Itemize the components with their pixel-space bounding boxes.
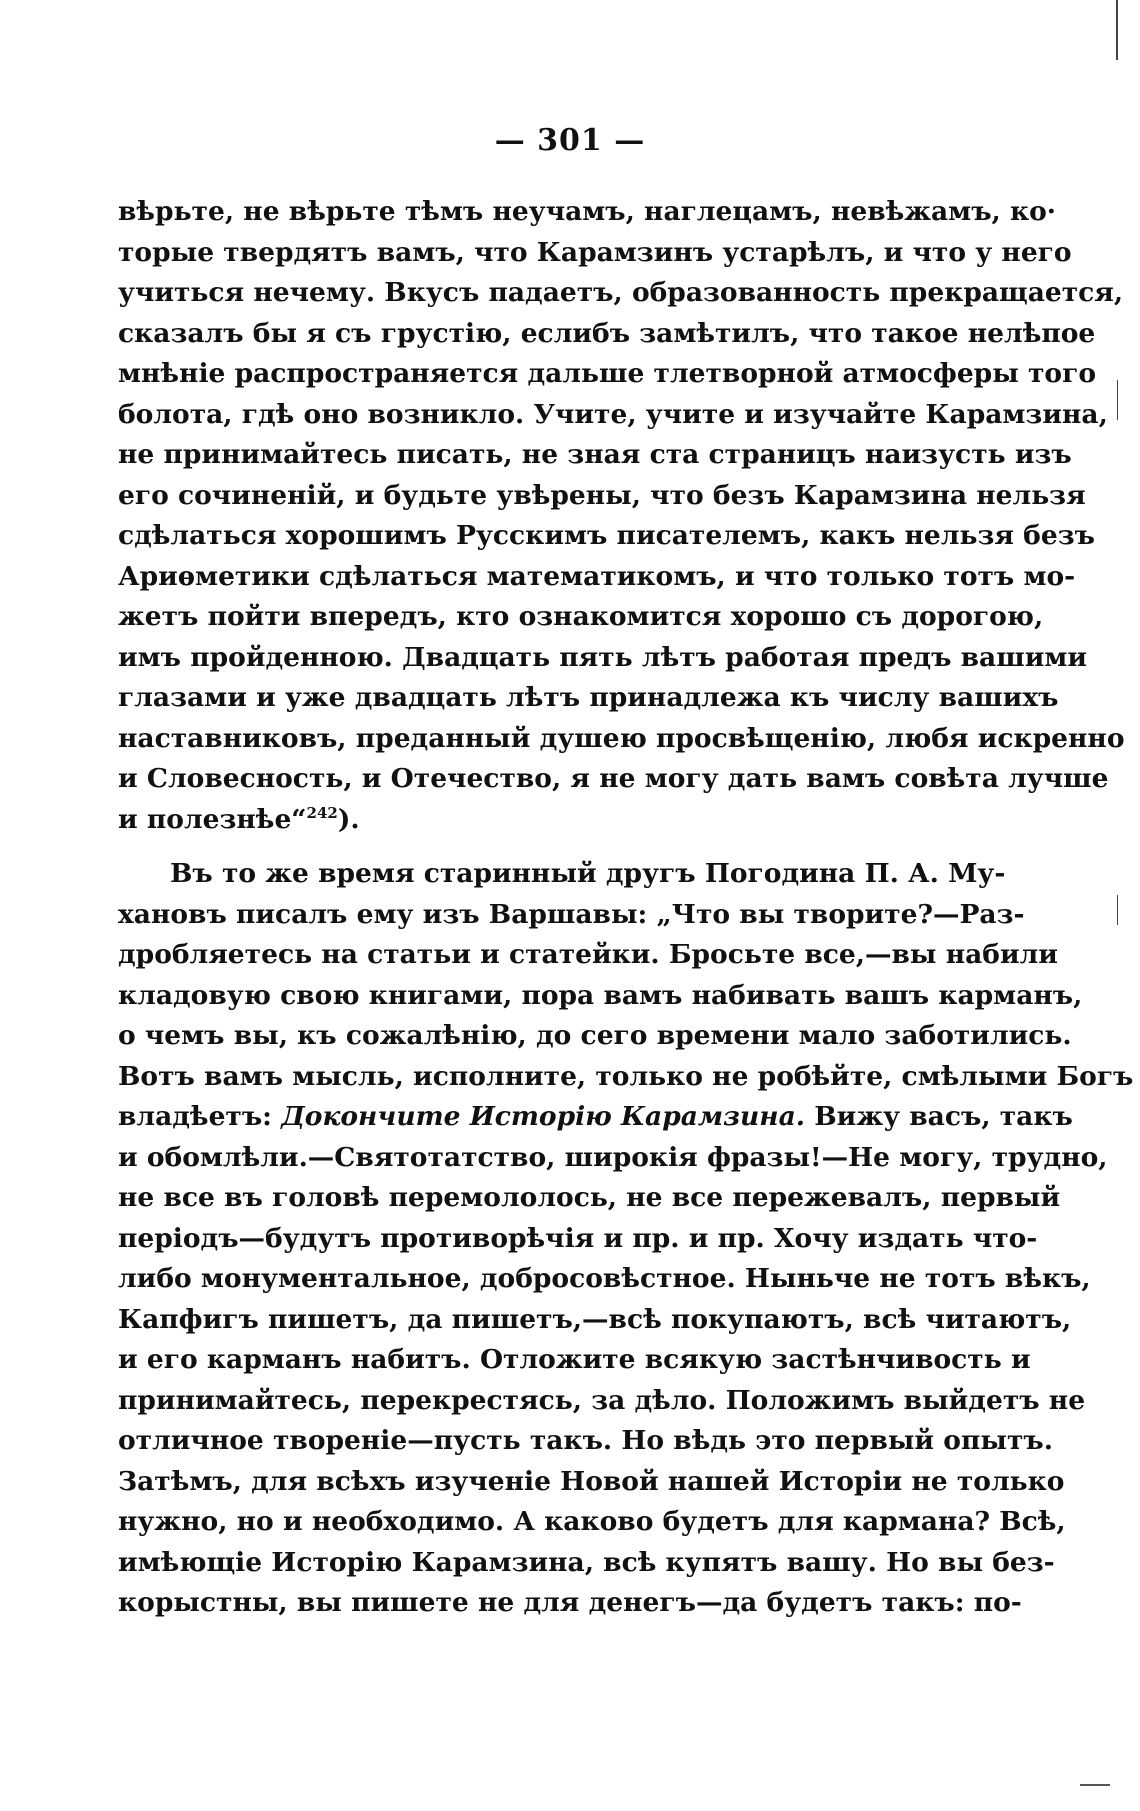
book-title-italic: Докончите Исторію Карамзина. [281, 1101, 806, 1132]
text-line: учиться нечему. Вкусъ падаетъ, образованность прекращается, [118, 277, 1124, 308]
line7-end: Вижу васъ, такъ [814, 1101, 1073, 1132]
text-line-last [118, 800, 960, 841]
line7-start: владѣетъ: [118, 1101, 272, 1132]
last-line-tail: ). [337, 803, 360, 835]
text-line: дробляетесь на статьи и статейки. Бросьте все,—вы набили [118, 939, 1058, 970]
text-line: либо монументальное, добросовѣстное. Ныньче не тотъ вѣкъ, [118, 1263, 1091, 1294]
footnote-reference: 242 [306, 803, 338, 822]
text-line: жетъ пойти впередъ, кто ознакомится хорошо съ дорогою, [118, 601, 1044, 632]
text-line: болота, гдѣ оно возникло. Учите, учите и изучайте Карамзина, [118, 398, 1108, 430]
text-line: нужно, но и необходимо. А каково будетъ для кармана? Всѣ, [118, 1506, 1066, 1537]
text-line: сдѣлаться хорошимъ Русскимъ писателемъ, какъ нельзя безъ [118, 520, 1095, 551]
text-line: принимайтесь, перекрестясь, за дѣло. Положимъ выйдетъ не [118, 1384, 1086, 1416]
scan-edge-mark [1116, 0, 1118, 60]
text-line: не принимайтесь писать, не зная ста страницъ наизусть изъ [118, 439, 1072, 470]
text-line: торые твердятъ вамъ, что Карамзинъ устарѣлъ, и что у него [118, 236, 1072, 268]
text-line: глазами и уже двадцать лѣтъ принадлежа къ числу вашихъ [118, 682, 1059, 713]
text-line: не все въ головѣ перемололось, не все пережевалъ, первый [118, 1182, 1061, 1213]
scan-edge-mark [1117, 380, 1118, 420]
scan-edge-dash [1080, 1784, 1110, 1786]
text-line-mixed [118, 1097, 1073, 1138]
text-line: имѣющіе Исторію Карамзина, всѣ купятъ вашу. Но вы без- [118, 1546, 1055, 1578]
text-line: и обомлѣли.—Святотатство, широкія фразы!—Не могу, трудно, [118, 1141, 1108, 1173]
text-line: хановъ писалъ ему изъ Варшавы: „Что вы творите?—Раз- [118, 898, 1025, 930]
page-number: — 301 — [494, 123, 646, 158]
text-line: Въ то же время старинный другъ Погодина П. А. Му- [170, 858, 1006, 889]
text-line: Капфигъ пишетъ, да пишетъ,—всѣ покупаютъ, всѣ читаютъ, [118, 1303, 1072, 1335]
body-text [118, 192, 1134, 1624]
paragraph-2 [118, 854, 1134, 1624]
scan-edge-mark [1117, 895, 1118, 925]
text-line: его сочиненій, и будьте увѣрены, что безъ Карамзина нельзя [118, 479, 1086, 511]
text-line: вѣрьте, не вѣрьте тѣмъ неучамъ, наглецамъ, невѣжамъ, ко· [118, 196, 1057, 227]
text-line: мнѣніе распространяется дальше тлетворной атмосферы того [118, 358, 1097, 389]
text-line: Ариѳметики сдѣлаться математикомъ, и что только тотъ мо- [118, 560, 1076, 592]
text-line: и Словесность, и Отечество, я не могу дать вамъ совѣта лучше [118, 763, 1109, 794]
text-line: корыстны, вы пишете не для денегъ—да будетъ такъ: по- [118, 1587, 1022, 1618]
text-line: и его карманъ набитъ. Отложите всякую застѣнчивость и [118, 1344, 1031, 1375]
text-line: Вотъ вамъ мысль, исполните, только не робѣйте, смѣлыми Богъ [118, 1060, 1134, 1092]
text-line: имъ пройденною. Двадцать пять лѣтъ работая предъ вашими [118, 641, 1088, 673]
text-line: кладовую свою книгами, пора вамъ набивать вашъ карманъ, [118, 979, 1083, 1011]
text-line: Затѣмъ, для всѣхъ изученіе Новой нашей Исторіи не только [118, 1465, 1065, 1497]
text-line: сказалъ бы я съ грустію, еслибъ замѣтилъ, что такое нелѣпое [118, 317, 1096, 349]
paragraph-1 [118, 192, 1125, 840]
text-line: періодъ—будутъ противорѣчія и пр. и пр. Хочу издать что- [118, 1222, 1038, 1254]
last-line-text: и полезнѣе“ [118, 803, 307, 835]
text-line: отличное твореніе—пусть такъ. Но вѣдь это первый опытъ. [118, 1425, 1053, 1456]
text-line: наставниковъ, преданный душею просвѣщенію, любя искренно [118, 722, 1125, 754]
text-line: о чемъ вы, къ сожалѣнію, до сего времени мало заботились. [118, 1020, 1072, 1051]
